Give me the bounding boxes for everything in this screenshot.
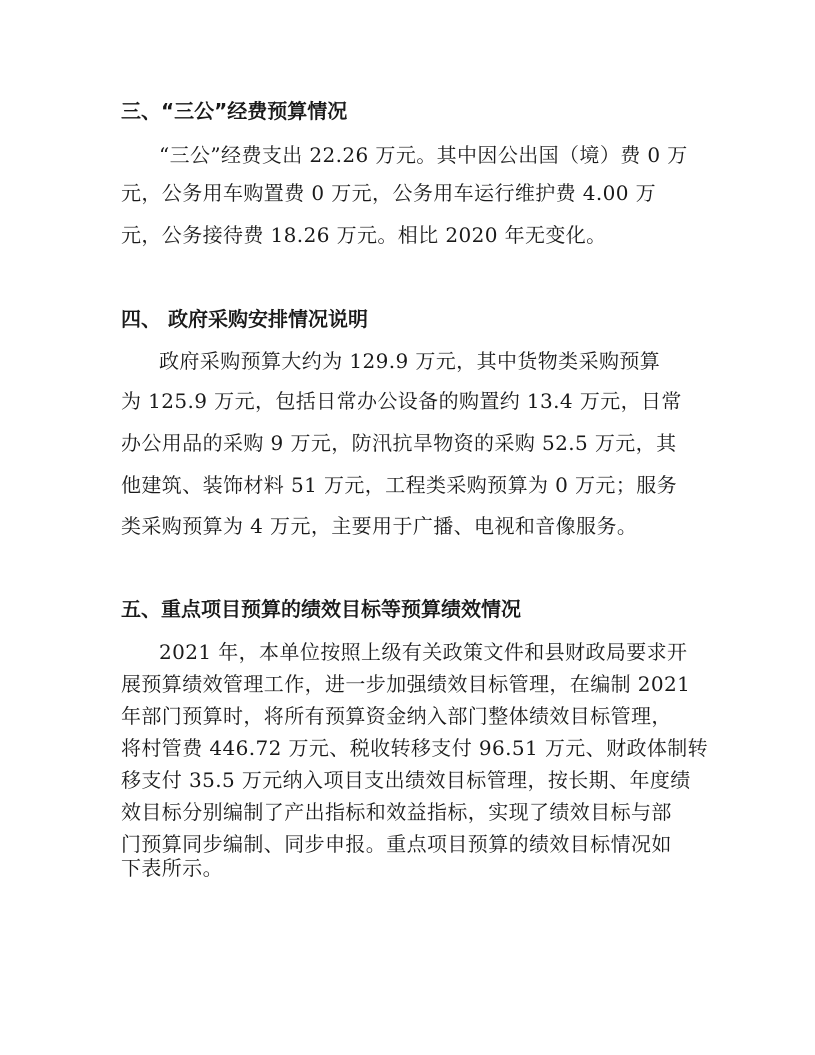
- paragraph-line: 为 125.9 万元，包括日常办公设备的购置约 13.4 万元，日常: [121, 389, 682, 413]
- paragraph-line: “三公”经费支出 22.26 万元。其中因公出国（境）费 0 万: [159, 143, 688, 167]
- paragraph-line: 门预算同步编制、同步申报。重点项目预算的绩效目标情况如: [121, 832, 672, 856]
- paragraph-line: 移支付 35.5 万元纳入项目支出绩效目标管理，按长期、年度绩: [121, 768, 691, 792]
- section-heading-san-gong: 三、“三公”经费预算情况: [121, 99, 348, 123]
- paragraph-line: 元，公务用车购置费 0 万元，公务用车运行维护费 4.00 万: [121, 181, 657, 205]
- paragraph-line: 展预算绩效管理工作，进一步加强绩效目标管理，在编制 2021: [121, 672, 691, 696]
- paragraph-line: 下表所示。: [121, 856, 223, 880]
- section-heading-government-procurement: 四、 政府采购安排情况说明: [121, 307, 368, 331]
- paragraph-line: 年部门预算时，将所有预算资金纳入部门整体绩效目标管理，: [121, 704, 672, 728]
- paragraph-line: 办公用品的采购 9 万元，防汛抗旱物资的采购 52.5 万元，其: [121, 431, 677, 455]
- paragraph-line: 类采购预算为 4 万元，主要用于广播、电视和音像服务。: [121, 514, 638, 538]
- paragraph-line: 将村管费 446.72 万元、税收转移支付 96.51 万元、财政体制转: [121, 736, 709, 760]
- paragraph-line: 元，公务接待费 18.26 万元。相比 2020 年无变化。: [121, 223, 607, 247]
- paragraph-line: 他建筑、装饰材料 51 万元，工程类采购预算为 0 万元；服务: [121, 473, 678, 497]
- section-heading-performance-targets: 五、重点项目预算的绩效目标等预算绩效情况: [121, 597, 521, 621]
- paragraph-line: 效目标分别编制了产出指标和效益指标，实现了绩效目标与部: [121, 800, 672, 824]
- paragraph-line: 政府采购预算大约为 129.9 万元，其中货物类采购预算: [159, 349, 661, 373]
- paragraph-line: 2021 年，本单位按照上级有关政策文件和县财政局要求开: [159, 640, 688, 664]
